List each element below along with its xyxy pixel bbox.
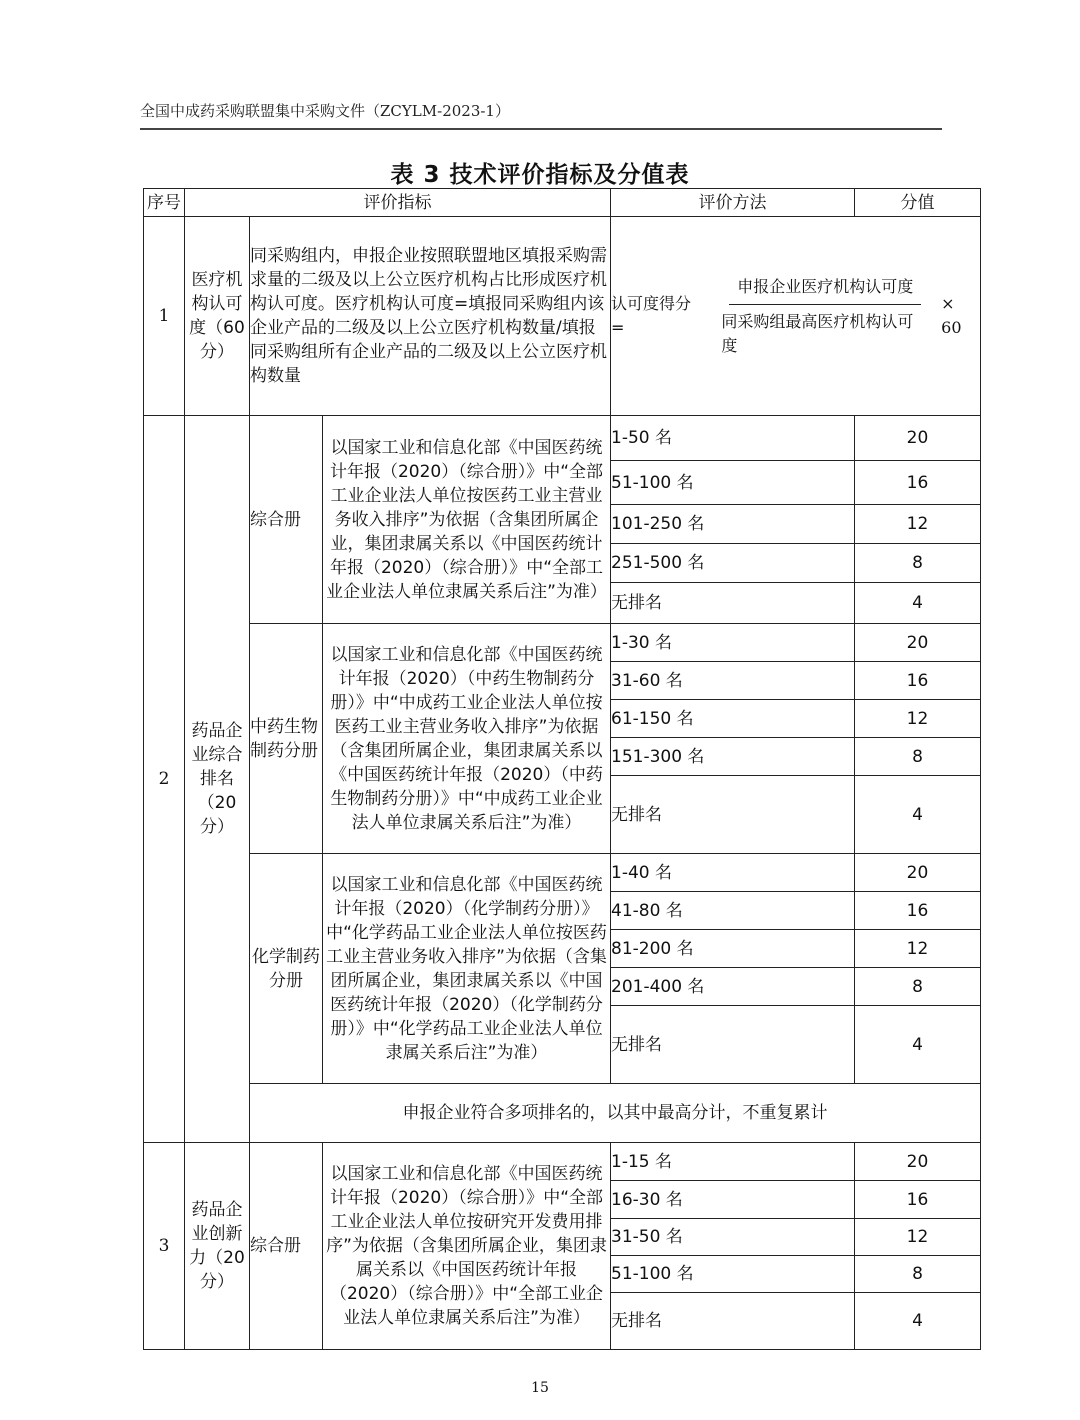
rank-range: 151-300 名 [611, 738, 855, 776]
row2-desc-chemical: 以国家工业和信息化部《中国医药统计年报（2020）（化学制药分册）》中“化学药品工业企业法人单位按医药工业主营业务收入排序”为依据（含集团所属企业，集团隶属关系以《中国医药统计年报（2020）（化学制药分册）》中“化学药品工业企业法人单位隶属关系后注”为准） [323, 854, 611, 1084]
rank-range: 1-30 名 [611, 624, 855, 662]
score-value: 16 [855, 892, 981, 930]
rank-range: 81-200 名 [611, 930, 855, 968]
table-title: 表 3 技术评价指标及分值表 [390, 162, 690, 188]
row1-indicator: 医疗机构认可度（60分） [185, 217, 250, 416]
rank-range: 51-100 名 [611, 461, 855, 505]
formula-denominator: 同采购组最高医疗机构认可度 [721, 311, 914, 355]
row2-sub-chemical: 化学制药分册 [250, 854, 323, 1084]
table-row [144, 416, 981, 461]
rank-range: 无排名 [611, 1006, 855, 1084]
rank-range: 251-500 名 [611, 544, 855, 583]
page-number: 15 [531, 1380, 549, 1396]
score-value: 4 [855, 1293, 981, 1350]
score-value: 16 [855, 461, 981, 505]
score-value: 12 [855, 930, 981, 968]
row1-formula-cell [611, 217, 981, 416]
rank-range: 61-150 名 [611, 700, 855, 738]
score-value: 16 [855, 662, 981, 700]
rank-range: 31-60 名 [611, 662, 855, 700]
score-value: 8 [855, 1256, 981, 1293]
row2-desc-tcm-bio: 以国家工业和信息化部《中国医药统计年报（2020）（中药生物制药分册）》中“中成药工业企业法人单位按医药工业主营业务收入排序”为依据（含集团所属企业，集团隶属关系以《中国医药统计年报（2020）（中药生物制药分册）》中“中成药工业企业法人单位隶属关系后注”为准） [323, 624, 611, 854]
table-row [144, 624, 981, 662]
score-value: 8 [855, 738, 981, 776]
document-header: 全国中成药采购联盟集中采购文件（ZCYLM-2023-1） [140, 102, 510, 120]
row2-seq: 2 [144, 416, 185, 1143]
rank-range: 1-40 名 [611, 854, 855, 892]
row1-seq: 1 [144, 217, 185, 416]
formula-label: 认可度得分 = [611, 294, 692, 337]
row2-sub-tcm-bio: 中药生物制药分册 [250, 624, 323, 854]
rank-range: 无排名 [611, 1293, 855, 1350]
row1-description: 同采购组内，申报企业按照联盟地区填报采购需求量的二级及以上公立医疗机构占比形成医疗机构认可度。医疗机构认可度=填报同采购组内该企业产品的二级及以上公立医疗机构数量/填报同采购组所有企业产品的二级及以上公立医疗机构数量 [250, 217, 611, 416]
table-row [144, 854, 981, 892]
row3-seq: 3 [144, 1143, 185, 1350]
evaluation-table [143, 188, 981, 1350]
score-formula [611, 275, 980, 358]
header-seq: 序号 [144, 189, 185, 217]
score-value: 4 [855, 776, 981, 854]
table-header-row [144, 189, 981, 217]
row2-desc-comprehensive: 以国家工业和信息化部《中国医药统计年报（2020）（综合册）》中“全部工业企业法人单位按医药工业主营业务收入排序”为依据（含集团所属企业，集团隶属关系以《中国医药统计年报（2020）（综合册）》中“全部工业企业法人单位隶属关系后注”为准） [323, 416, 611, 624]
score-value: 4 [855, 583, 981, 624]
table-row [144, 1143, 981, 1181]
score-value: 12 [855, 505, 981, 544]
score-value: 4 [855, 1006, 981, 1084]
score-value: 16 [855, 1181, 981, 1219]
score-value: 20 [855, 854, 981, 892]
formula-numerator: 申报企业医疗机构认可度 [729, 275, 921, 305]
header-rule [140, 128, 942, 130]
row2-sub-comprehensive: 综合册 [250, 416, 323, 624]
row3-indicator: 药品企业创新力（20分） [185, 1143, 250, 1350]
row2-indicator: 药品企业综合排名（20分） [185, 416, 250, 1143]
score-value: 12 [855, 1219, 981, 1256]
rank-range: 无排名 [611, 583, 855, 624]
header-indicator: 评价指标 [185, 189, 611, 217]
row3-sub-comprehensive: 综合册 [250, 1143, 323, 1350]
table-row [144, 1084, 981, 1143]
rank-range: 1-15 名 [611, 1143, 855, 1181]
rank-range: 31-50 名 [611, 1219, 855, 1256]
rank-range: 1-50 名 [611, 416, 855, 461]
row3-desc-comprehensive: 以国家工业和信息化部《中国医药统计年报（2020）（综合册）》中“全部工业企业法人单位按研究开发费用排序”为依据（含集团所属企业，集团隶属关系以《中国医药统计年报（2020）（综合册）》中“全部工业企业法人单位隶属关系后注”为准） [323, 1143, 611, 1350]
rank-range: 101-250 名 [611, 505, 855, 544]
score-value: 20 [855, 624, 981, 662]
rank-range: 无排名 [611, 776, 855, 854]
score-value: 8 [855, 968, 981, 1006]
score-value: 20 [855, 1143, 981, 1181]
score-value: 12 [855, 700, 981, 738]
rank-range: 201-400 名 [611, 968, 855, 1006]
rank-range: 41-80 名 [611, 892, 855, 930]
row2-note: 申报企业符合多项排名的，以其中最高分计，不重复累计 [250, 1084, 981, 1143]
rank-range: 16-30 名 [611, 1181, 855, 1219]
score-value: 8 [855, 544, 981, 583]
rank-range: 51-100 名 [611, 1256, 855, 1293]
formula-multiplier: × 60 [941, 294, 962, 337]
table-row [144, 217, 981, 416]
header-method: 评价方法 [611, 189, 855, 217]
formula-fraction [713, 275, 937, 358]
header-score: 分值 [855, 189, 981, 217]
score-value: 20 [855, 416, 981, 461]
